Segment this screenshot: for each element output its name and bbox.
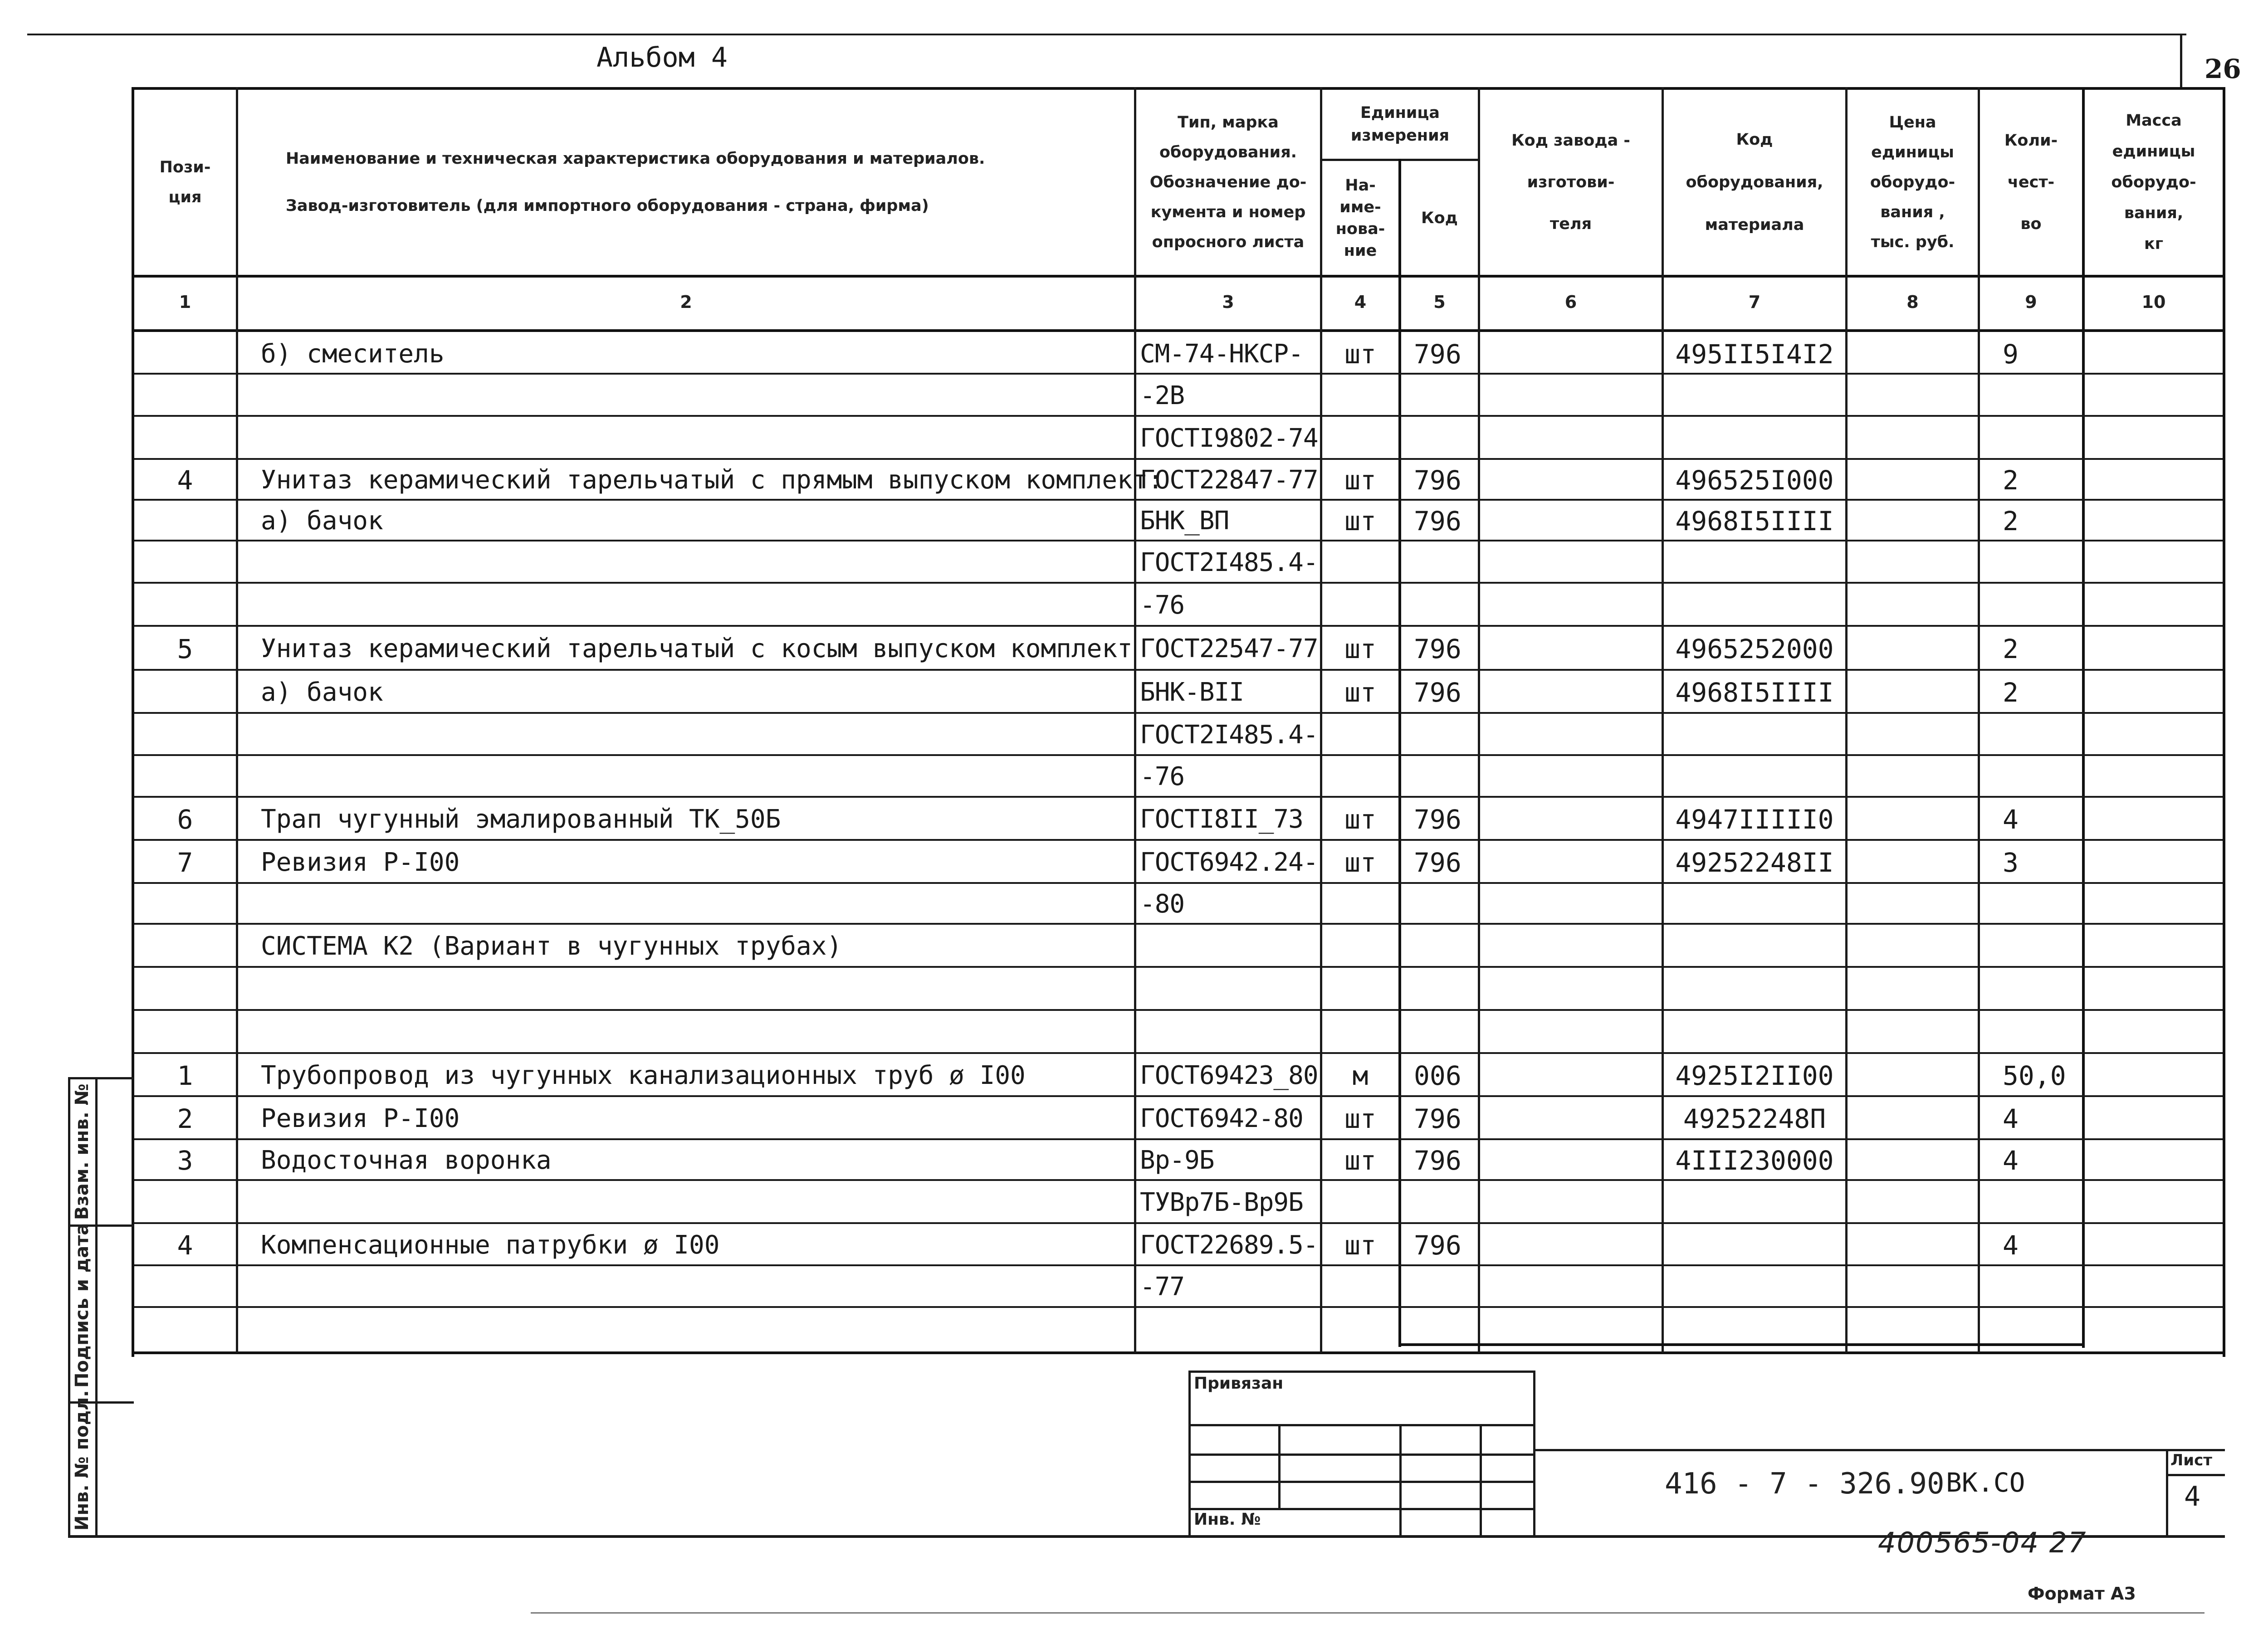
sheet-label: Лист xyxy=(2170,1451,2212,1469)
cell-code: 796 xyxy=(1414,1145,1461,1176)
cell-equip: 4925I2II00 xyxy=(1675,1060,1834,1091)
cell-code: 796 xyxy=(1414,1229,1461,1261)
cell-code: 796 xyxy=(1414,339,1461,370)
cell-name: Трап чугунный эмалированный ТК_50Б xyxy=(261,804,781,834)
cell-type: ГОСТ69423_80 xyxy=(1140,1060,1318,1090)
cell-code: 796 xyxy=(1414,633,1461,664)
privyazan-col2 xyxy=(1399,1424,1402,1537)
colnum-4: 4 xyxy=(1354,292,1367,312)
header-factory-code: Код завода - изготови- теля xyxy=(1511,132,1630,233)
cell-equip: 49252248П xyxy=(1683,1103,1826,1134)
colnum-10: 10 xyxy=(2141,292,2166,312)
cell-unit: шт xyxy=(1344,677,1376,708)
cell-code: 796 xyxy=(1414,1103,1461,1134)
label-vzam-inv: Взам. инв. № xyxy=(72,1083,93,1220)
code-box-top xyxy=(1533,1449,2225,1451)
table-bottom-rule xyxy=(132,1351,2225,1354)
cell-unit: шт xyxy=(1344,633,1376,664)
cell-code: 796 xyxy=(1414,847,1461,878)
cell-type: ГОСТ22689.5- xyxy=(1140,1230,1318,1260)
cell-unit: м xyxy=(1352,1060,1369,1091)
cell-type: ГОСТ6942.24- xyxy=(1140,847,1318,877)
cell-equip: 49252248II xyxy=(1675,847,1834,878)
row-rule xyxy=(134,1138,2223,1140)
col-line-9 xyxy=(2082,87,2085,1348)
header-unit-name: На- име- нова- ние xyxy=(1335,176,1385,260)
privyazan-col3 xyxy=(1480,1424,1482,1537)
cell-type: -2В xyxy=(1140,380,1185,410)
label-inv-podl: Инв. № подл. xyxy=(72,1390,93,1531)
side-strip-mid xyxy=(95,1077,98,1537)
colnum-3: 3 xyxy=(1222,292,1234,312)
cell-qty: 2 xyxy=(2003,633,2019,664)
col-line-2 xyxy=(1134,87,1136,1352)
header-price: Цена единицы оборудо- вания , тыс. руб. xyxy=(1870,113,1955,251)
side-strip-top xyxy=(68,1077,134,1079)
cell-unit: шт xyxy=(1344,1229,1376,1261)
data-zone-bottom xyxy=(1398,1343,2085,1346)
cell-name: б) смеситель xyxy=(261,339,445,369)
row-rule xyxy=(134,373,2223,375)
label-podpis-data: Подпись и дата xyxy=(72,1223,93,1388)
privyazan-right xyxy=(1533,1371,1535,1537)
cell-qty: 2 xyxy=(2003,465,2019,496)
cell-qty: 2 xyxy=(2003,677,2019,708)
row-rule xyxy=(134,1222,2223,1224)
page-corner-number: 26 xyxy=(2204,54,2241,84)
privyazan-row3 xyxy=(1188,1481,1535,1483)
privyazan-label: Привязан xyxy=(1194,1374,1284,1393)
cell-qty: 2 xyxy=(2003,506,2019,537)
cell-unit: шт xyxy=(1344,1145,1376,1176)
format-label: Формат А3 xyxy=(2028,1584,2136,1604)
cell-type: ГОСТ2I485.4- xyxy=(1140,547,1318,577)
colnum-6: 6 xyxy=(1564,292,1577,312)
row-rule xyxy=(134,1009,2223,1011)
cell-equip: 4968I5IIII xyxy=(1675,677,1834,708)
row-rule xyxy=(134,540,2223,541)
cell-type: Вр-9Б xyxy=(1140,1146,1214,1175)
cell-type: -76 xyxy=(1140,762,1185,791)
cell-code: 796 xyxy=(1414,465,1461,496)
cell-name: Трубопровод из чугунных канализационных труб ø I00 xyxy=(261,1060,1026,1090)
col-line-7 xyxy=(1845,87,1848,1352)
cell-code: 006 xyxy=(1414,1060,1461,1091)
cell-equip: 4965252000 xyxy=(1675,633,1834,664)
corner-divider xyxy=(2180,34,2182,89)
cell-qty: 4 xyxy=(2003,804,2019,835)
cell-name: а) бачок xyxy=(261,677,383,707)
cell-unit: шт xyxy=(1344,506,1376,537)
sheet-number: 4 xyxy=(2184,1481,2201,1512)
cell-equip: 4III230000 xyxy=(1675,1145,1834,1176)
privyazan-top xyxy=(1188,1371,1535,1373)
privyazan-mid xyxy=(1188,1424,1535,1426)
row-rule xyxy=(134,499,2223,501)
sheet-box-mid xyxy=(2166,1474,2225,1476)
cell-name: Унитаз керамический тарельчатый с косым выпуском комплект xyxy=(261,634,1133,663)
cell-qty: 4 xyxy=(2003,1229,2019,1261)
cell-equip: 495II5I4I2 xyxy=(1675,339,1834,370)
row-rule xyxy=(134,796,2223,798)
cell-qty: 50,0 xyxy=(2003,1060,2066,1091)
document-mark: ВК.СО xyxy=(1946,1467,2025,1498)
header-position: Пози- ция xyxy=(159,158,211,206)
cell-type: СМ-74-НКСР- xyxy=(1140,339,1303,369)
row-rule xyxy=(134,1052,2223,1054)
col-line-4 xyxy=(1398,159,1401,1347)
colnum-5: 5 xyxy=(1433,292,1446,312)
cell-pos: 6 xyxy=(177,804,193,835)
cell-type: ТУВр7Б-Вр9Б xyxy=(1140,1187,1303,1217)
footer-rule xyxy=(531,1612,2204,1614)
inv-no-label: Инв. № xyxy=(1194,1510,1261,1529)
cell-name: Ревизия Р-I00 xyxy=(261,1103,460,1133)
header-mass: Масса единицы оборудо- вания, кг xyxy=(2111,112,2196,253)
table-right-border xyxy=(2223,87,2225,1357)
cell-unit: шт xyxy=(1344,339,1376,370)
colnum-bottom-rule xyxy=(132,329,2225,332)
colnum-7: 7 xyxy=(1748,292,1761,312)
cell-pos: 7 xyxy=(177,847,193,878)
cell-qty: 4 xyxy=(2003,1103,2019,1134)
cell-type: БНК_ВП xyxy=(1140,506,1229,536)
row-rule xyxy=(134,754,2223,756)
cell-unit: шт xyxy=(1344,847,1376,878)
cell-equip: 496525I000 xyxy=(1675,465,1834,496)
cell-pos: 4 xyxy=(177,465,193,496)
row-rule xyxy=(134,669,2223,671)
cell-type: -76 xyxy=(1140,590,1185,620)
top-rule xyxy=(27,34,2186,35)
row-rule xyxy=(134,966,2223,968)
header-name: Наименование и техническая характеристика оборудования и материалов. Завод-изготовитель (для импортного оборудования - страна, фирма) xyxy=(286,150,985,215)
header-equipment-code: Код оборудования, материала xyxy=(1686,131,1823,234)
row-rule xyxy=(134,923,2223,925)
cell-type: -77 xyxy=(1140,1272,1185,1302)
cell-type: ГОСТ22547-77 xyxy=(1140,634,1318,663)
cell-type: ГОСТI8II_73 xyxy=(1140,804,1303,834)
row-rule xyxy=(134,1095,2223,1097)
colnum-9: 9 xyxy=(2025,292,2037,312)
cell-pos: 3 xyxy=(177,1145,193,1176)
side-strip-left xyxy=(68,1077,70,1537)
col-line-5 xyxy=(1478,87,1480,1352)
header-quantity: Коли- чест- во xyxy=(2004,132,2058,233)
row-rule xyxy=(134,415,2223,417)
header-bottom-rule xyxy=(132,275,2225,278)
archive-number: 400565-04 27 xyxy=(1878,1526,2087,1559)
cell-pos: 1 xyxy=(177,1060,193,1091)
row-rule xyxy=(134,625,2223,627)
cell-name: Водосточная воронка xyxy=(261,1146,552,1175)
col-line-1 xyxy=(236,87,238,1352)
col-line-8 xyxy=(1978,87,1980,1352)
cell-name: Компенсационные патрубки ø I00 xyxy=(261,1230,720,1260)
cell-pos: 2 xyxy=(177,1103,193,1134)
row-rule xyxy=(134,1179,2223,1181)
cell-unit: шт xyxy=(1344,804,1376,835)
cell-code: 796 xyxy=(1414,506,1461,537)
document-code: 416 - 7 - 326.90 xyxy=(1665,1467,1945,1501)
cell-type: ГОСТ6942-80 xyxy=(1140,1103,1303,1133)
row-rule xyxy=(134,882,2223,884)
colnum-1: 1 xyxy=(179,292,191,312)
cell-name: Ревизия Р-I00 xyxy=(261,847,460,877)
colnum-2: 2 xyxy=(680,292,692,312)
row-rule xyxy=(134,1264,2223,1266)
cell-type: БНК-ВII xyxy=(1140,677,1244,707)
cell-pos: 4 xyxy=(177,1229,193,1261)
cell-equip: 4968I5IIII xyxy=(1675,506,1834,537)
cell-type: ГОСТI9802-74 xyxy=(1140,423,1318,453)
cell-code: 796 xyxy=(1414,804,1461,835)
cell-qty: 4 xyxy=(2003,1145,2019,1176)
header-unit-code: Код xyxy=(1421,209,1458,227)
row-rule xyxy=(134,839,2223,841)
header-type: Тип, марка оборудования. Обозначение до- кумента и номер опросного листа xyxy=(1149,113,1307,251)
row-rule xyxy=(134,458,2223,460)
cell-type: ГОСТ22847-77 xyxy=(1140,465,1318,495)
cell-qty: 3 xyxy=(2003,847,2019,878)
cell-type: ГОСТ2I485.4- xyxy=(1140,720,1318,750)
privyazan-row2 xyxy=(1188,1454,1535,1456)
cell-code: 796 xyxy=(1414,677,1461,708)
row-rule xyxy=(134,712,2223,714)
colnum-8: 8 xyxy=(1906,292,1919,312)
cell-type: -80 xyxy=(1140,889,1185,919)
cell-equip: 4947IIIII0 xyxy=(1675,804,1834,835)
album-title: Альбом 4 xyxy=(596,42,728,73)
cell-name: СИСТЕМА К2 (Вариант в чугунных трубах) xyxy=(261,931,842,961)
cell-qty: 9 xyxy=(2003,339,2019,370)
sheet-box-left xyxy=(2166,1449,2168,1537)
cell-unit: шт xyxy=(1344,1103,1376,1134)
row-rule xyxy=(134,582,2223,584)
row-rule xyxy=(134,1306,2223,1308)
cell-name: Унитаз керамический тарельчатый с прямым выпуском комплект: xyxy=(261,465,1163,495)
cell-name: а) бачок xyxy=(261,506,383,536)
privyazan-left xyxy=(1188,1371,1191,1537)
cell-pos: 5 xyxy=(177,633,193,664)
cell-unit: шт xyxy=(1344,465,1376,496)
privyazan-col1 xyxy=(1278,1424,1281,1508)
header-unit: Единица измерения xyxy=(1350,104,1450,145)
